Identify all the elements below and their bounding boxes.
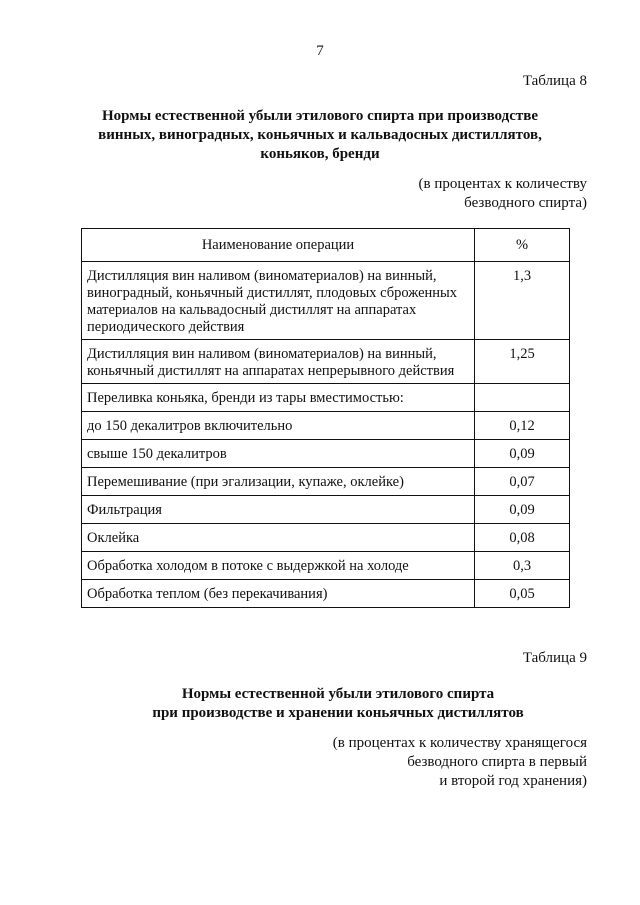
table9-label: Таблица 9: [522, 650, 587, 666]
percent-cell: 0,07: [475, 468, 570, 496]
percent-cell: 0,09: [475, 496, 570, 524]
table8-unit-note: (в процентах к количеству безводного спирта): [418, 176, 587, 211]
header-percent: %: [475, 229, 570, 262]
operation-cell: Переливка коньяка, бренди из тары вместимостью:: [82, 384, 475, 412]
table8-label: Таблица 8: [522, 73, 587, 89]
percent-cell: 0,09: [475, 440, 570, 468]
operation-cell: Обработка холодом в потоке с выдержкой на холоде: [82, 552, 475, 580]
table-row: [82, 524, 570, 552]
percent-cell: 1,25: [475, 340, 570, 384]
operation-cell: Дистилляция вин наливом (виноматериалов) на винный, виноградный, коньячный дистиллят, плодовых сброженных материалов на кальвадосный дистиллят на аппаратах периодического действия: [82, 262, 475, 340]
percent-cell: 0,12: [475, 412, 570, 440]
table-row: [82, 412, 570, 440]
table9-title: Нормы естественной убыли этилового спирта при производстве и хранении коньячных дистиллятов: [152, 686, 524, 721]
percent-cell: 0,08: [475, 524, 570, 552]
table-row: [82, 496, 570, 524]
percent-cell: 1,3: [475, 262, 570, 340]
table-row: [82, 262, 570, 340]
table8: [81, 228, 570, 608]
table-row: [82, 340, 570, 384]
table8-title: Нормы естественной убыли этилового спирта при производстве винных, виноградных, коньячных и кальвадосных дистиллятов, коньяков, бренди: [98, 108, 542, 162]
percent-cell: 0,05: [475, 580, 570, 608]
table9-unit-note: (в процентах к количеству хранящегося безводного спирта в первый и второй год хранения): [332, 735, 587, 789]
header-operation: Наименование операции: [82, 229, 475, 262]
table-row: [82, 440, 570, 468]
page-number: 7: [316, 43, 324, 59]
table8-header-row: [82, 229, 570, 262]
operation-cell: до 150 декалитров включительно: [82, 412, 475, 440]
table-row: [82, 580, 570, 608]
table-row: [82, 468, 570, 496]
table-row: [82, 384, 570, 412]
operation-cell: свыше 150 декалитров: [82, 440, 475, 468]
percent-cell: [475, 384, 570, 412]
operation-cell: Оклейка: [82, 524, 475, 552]
operation-cell: Перемешивание (при эгализации, купаже, оклейке): [82, 468, 475, 496]
operation-cell: Дистилляция вин наливом (виноматериалов) на винный, коньячный дистиллят на аппаратах непрерывного действия: [82, 340, 475, 384]
table-row: [82, 552, 570, 580]
percent-cell: 0,3: [475, 552, 570, 580]
operation-cell: Фильтрация: [82, 496, 475, 524]
operation-cell: Обработка теплом (без перекачивания): [82, 580, 475, 608]
